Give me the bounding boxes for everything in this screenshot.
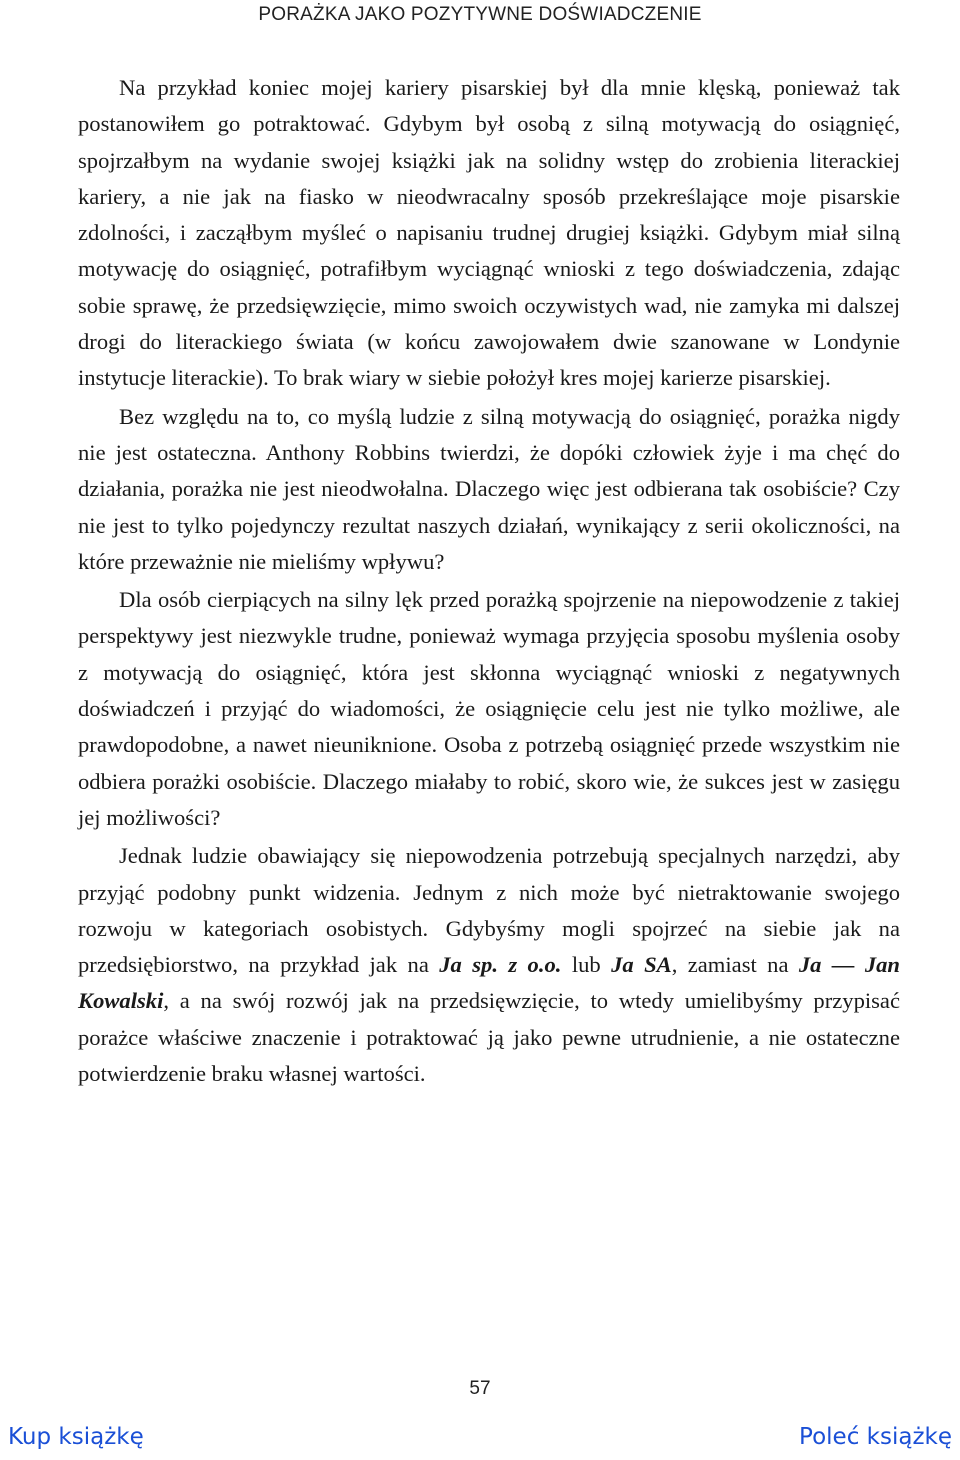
company-name-sa: Ja SA <box>611 952 672 978</box>
paragraph-3: Dla osób cierpiących na silny lęk przed porażką spojrzenie na niepowodzenie z takiej perspektywy jest niezwykle trudne, ponieważ wymaga przyjęcia sposobu myślenia osoby z motywacją do osiągnięć, która jest skłonna wyciągnąć wnioski z negatywnych doświadczeń i przyjąć do wiadomości, że osiągnięcie celu jest nie tylko możliwe, ale prawdopodobne, a nawet nieuniknione. Osoba z potrzebą osiągnięć przede wszystkim nie odbiera porażki osobiście. Dlaczego miałaby to robić, skoro wie, że sukces jest w zasięgu jej możliwości? <box>78 587 900 830</box>
person-name-jan-kowalski: Ja — Jan Kowalski <box>78 952 900 1014</box>
paragraph-4-text-1: Jednak ludzie obawiający się niepowodzenia potrzebują specjalnych narzędzi, aby przyjąć podobny punkt widzenia. Jednym z nich może być nietraktowanie swojego rozwoju w kategoriach osobistych. Gdybyśmy mogli spojrzeć na siebie jak na przedsiębiorstwo, na przykład jak na <box>78 843 900 978</box>
paragraph-1: Na przykład koniec mojej kariery pisarskiej był dla mnie klęską, ponieważ tak postanowiłem go potraktować. Gdybym był osobą z silną motywacją do osiągnięć, spojrzałbym na wydanie swojej książki jak na solidny wstęp do zrobienia literackiej kariery, a nie jak na fiasko w nieodwracalny sposób przekreślające moje pisarskie zdolności, i zacząłbym myśleć o napisaniu trudnej drugiej książki. Gdybym miał silną motywację do osiągnięć, potrafiłbym wyciągnąć wnioski z tego doświadczenia, zdając sobie sprawę, że przedsięwzięcie, mimo swoich oczywistych wad, nie zamyka mi dalszej drogi do literackiego świata (w końcu zawojowałem dwie szanowane w Londynie instytucje literackie). To brak wiary w siebie położył kres mojej karierze pisarskiej. <box>78 75 900 391</box>
company-name-sp-zoo: Ja sp. z o.o. <box>439 952 562 978</box>
paragraph-4 <box>78 838 900 1092</box>
recommend-book-link[interactable]: Poleć książkę <box>799 1424 952 1450</box>
paragraph-2: Bez względu na to, co myślą ludzie z silną motywacją do osiągnięć, porażka nigdy nie jest ostateczna. Anthony Robbins twierdzi, że dopóki człowiek żyje i ma chęć do działania, porażka nie jest nieodwołalna. Dlaczego więc jest odbierana tak osobiście? Czy nie jest to tylko pojedynczy rezultat naszych działań, wynikający z serii okoliczności, na które przeważnie nie mieliśmy wpływu? <box>78 403 900 574</box>
paragraph-4-text-2: lub <box>561 952 612 978</box>
page-number: 57 <box>469 1378 491 1399</box>
paragraph-4-text-4: , a na swój rozwój jak na przedsięwzięcie, to wtedy umielibyśmy przypisać porażce właściwe znaczenie i potraktować ją jako pewne utrudnienie, a nie ostateczne potwierdzenie braku własnej wartości. <box>78 988 900 1087</box>
page-body <box>78 70 900 1092</box>
buy-book-link[interactable]: Kup książkę <box>8 1424 144 1450</box>
running-header: PORAŻKA JAKO POZYTYWNE DOŚWIADCZENIE <box>258 4 702 25</box>
paragraph-4-text-3: , zamiast na <box>671 952 799 978</box>
